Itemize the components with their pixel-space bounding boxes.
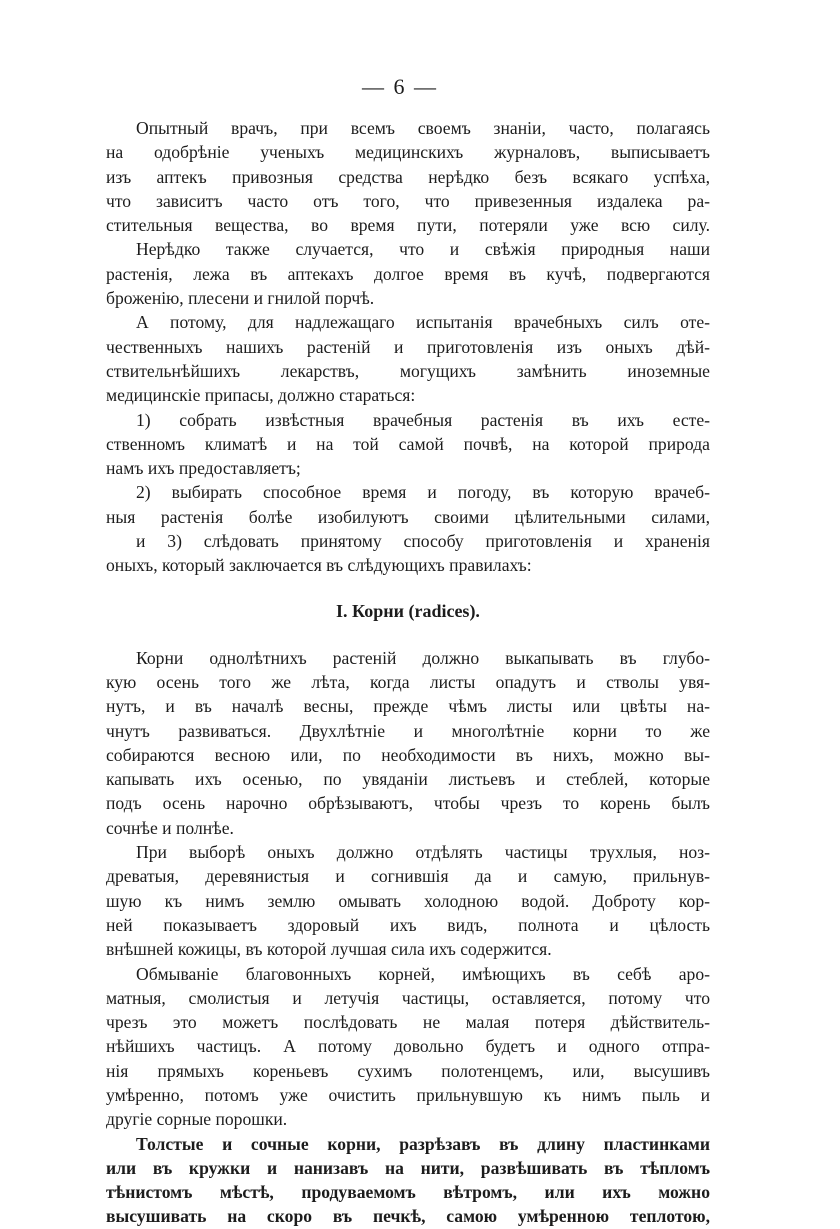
text-line: тѣнистомъ мѣстѣ, продуваемомъ вѣтромъ, или ихъ можно [106, 1182, 710, 1203]
text-line: ствительнѣйшихъ лекарствъ, могущихъ замѣнить иноземные [106, 360, 710, 381]
roots-paragraphs [106, 646, 710, 1132]
text-line: Опытный врачъ, при всемъ своемъ знаніи, часто, полагаясь [136, 118, 710, 138]
text-line: другіе сорные порошки. [106, 1109, 288, 1130]
text-line: чественныхъ нашихъ растеній и приготовленія изъ оныхъ дѣй- [106, 336, 710, 357]
text-line: на одобрѣніе ученыхъ медицинскихъ журналовъ, выписываетъ [106, 142, 710, 163]
text-line: что зависитъ часто отъ того, что привезенныя издалека ра- [106, 190, 710, 211]
text-line: ней показываетъ здоровый ихъ видъ, полнота и цѣлость [106, 914, 710, 935]
text-line: намъ ихъ предоставляетъ; [106, 458, 301, 479]
text-line: чрезъ это можетъ послѣдовать не малая потеря дѣйствитель- [106, 1012, 710, 1033]
text-line: Нерѣдко также случается, что и свѣжія природныя наши [136, 239, 710, 260]
text-line: нутъ, и въ началѣ весны, прежде чѣмъ листы или цвѣты на- [106, 696, 710, 717]
text-line: умѣренно, потомъ уже очистить прильнувшую къ нимъ пыль и [106, 1084, 710, 1105]
text-line: 1) собрать извѣстныя врачебныя растенія въ ихъ есте- [136, 409, 710, 430]
text-line: подъ осень нарочно обрѣзываютъ, чтобы чрезъ то корень былъ [106, 793, 710, 814]
section-heading: I. Корни (radices). [336, 600, 480, 621]
text-line: Толстые и сочные корни, разрѣзавъ въ длину пластинками [136, 1133, 710, 1154]
intro-paragraphs [106, 116, 710, 578]
text-line: стительныя вещества, во время пути, потеряли уже всю силу. [106, 215, 710, 236]
text-line: ныя растенія болѣе изобилуютъ своими цѣлительными силами, [106, 506, 710, 527]
text-line: 2) выбирать способное время и погоду, въ которую врачеб- [136, 482, 710, 503]
text-line: шую къ нимъ землю омывать холодною водой. Доброту кор- [106, 890, 710, 911]
text-line: и 3) слѣдовать принятому способу приготовленія и храненія [136, 531, 710, 552]
text-line: или въ кружки и нанизавъ на нити, развѣшивать въ тѣпломъ [106, 1157, 710, 1178]
text-line: внѣшней кожицы, въ которой лучшая сила ихъ содержится. [106, 939, 552, 960]
text-line: нія прямыхъ кореньевъ сухимъ полотенцемъ, или, высушивъ [106, 1060, 710, 1081]
text-line: броженію, плесени и гнилой порчѣ. [106, 288, 375, 309]
text-line: кую осень того же лѣта, когда листы опадутъ и стволы увя- [106, 671, 710, 692]
drying-paragraph [106, 1132, 710, 1229]
text-line: растенія, лежа въ аптекахъ долгое время въ кучѣ, подвергаются [106, 263, 710, 284]
text-line: Обмываніе благовонныхъ корней, имѣющихъ въ себѣ аро- [136, 963, 710, 984]
text-line: капывать ихъ осенью, по увяданіи листьевъ и стеблей, которые [106, 769, 710, 790]
text-line: собираются весною или, по необходимости въ нихъ, можно вы- [106, 744, 710, 765]
text-line: матныя, смолистыя и летучія частицы, оставляется, потому что [106, 987, 710, 1008]
text-line: высушивать на скоро въ печкѣ, самою умѣренною теплотою, [106, 1206, 710, 1227]
text-line: Корни однолѣтнихъ растеній должно выкапывать въ глубо- [136, 647, 710, 668]
text-line: нѣйшихъ частицъ. А потому довольно будетъ и одного отпра- [106, 1036, 710, 1057]
text-line: ственномъ климатѣ и на той самой почвѣ, на которой природа [106, 433, 710, 454]
page-body [106, 116, 710, 1229]
text-line: чнутъ развиваться. Двухлѣтніе и многолѣтніе корни то же [106, 720, 710, 741]
text-line: древатыя, деревянистыя и согнившія да и самую, прильнув- [106, 866, 710, 887]
text-line: При выборѣ оныхъ должно отдѣлять частицы трухлыя, ноз- [136, 842, 710, 863]
text-line: А потому, для надлежащаго испытанія врачебныхъ силъ оте- [136, 312, 710, 333]
page-number: — 6 — [362, 74, 438, 99]
text-line: оныхъ, который заключается въ слѣдующихъ правилахъ: [106, 555, 532, 576]
text-line: медицинскіе припасы, должно стараться: [106, 385, 416, 406]
text-line: изъ аптекъ привозныя средства нерѣдко безъ всякаго успѣха, [106, 166, 710, 187]
text-line: сочнѣе и полнѣе. [106, 817, 234, 838]
